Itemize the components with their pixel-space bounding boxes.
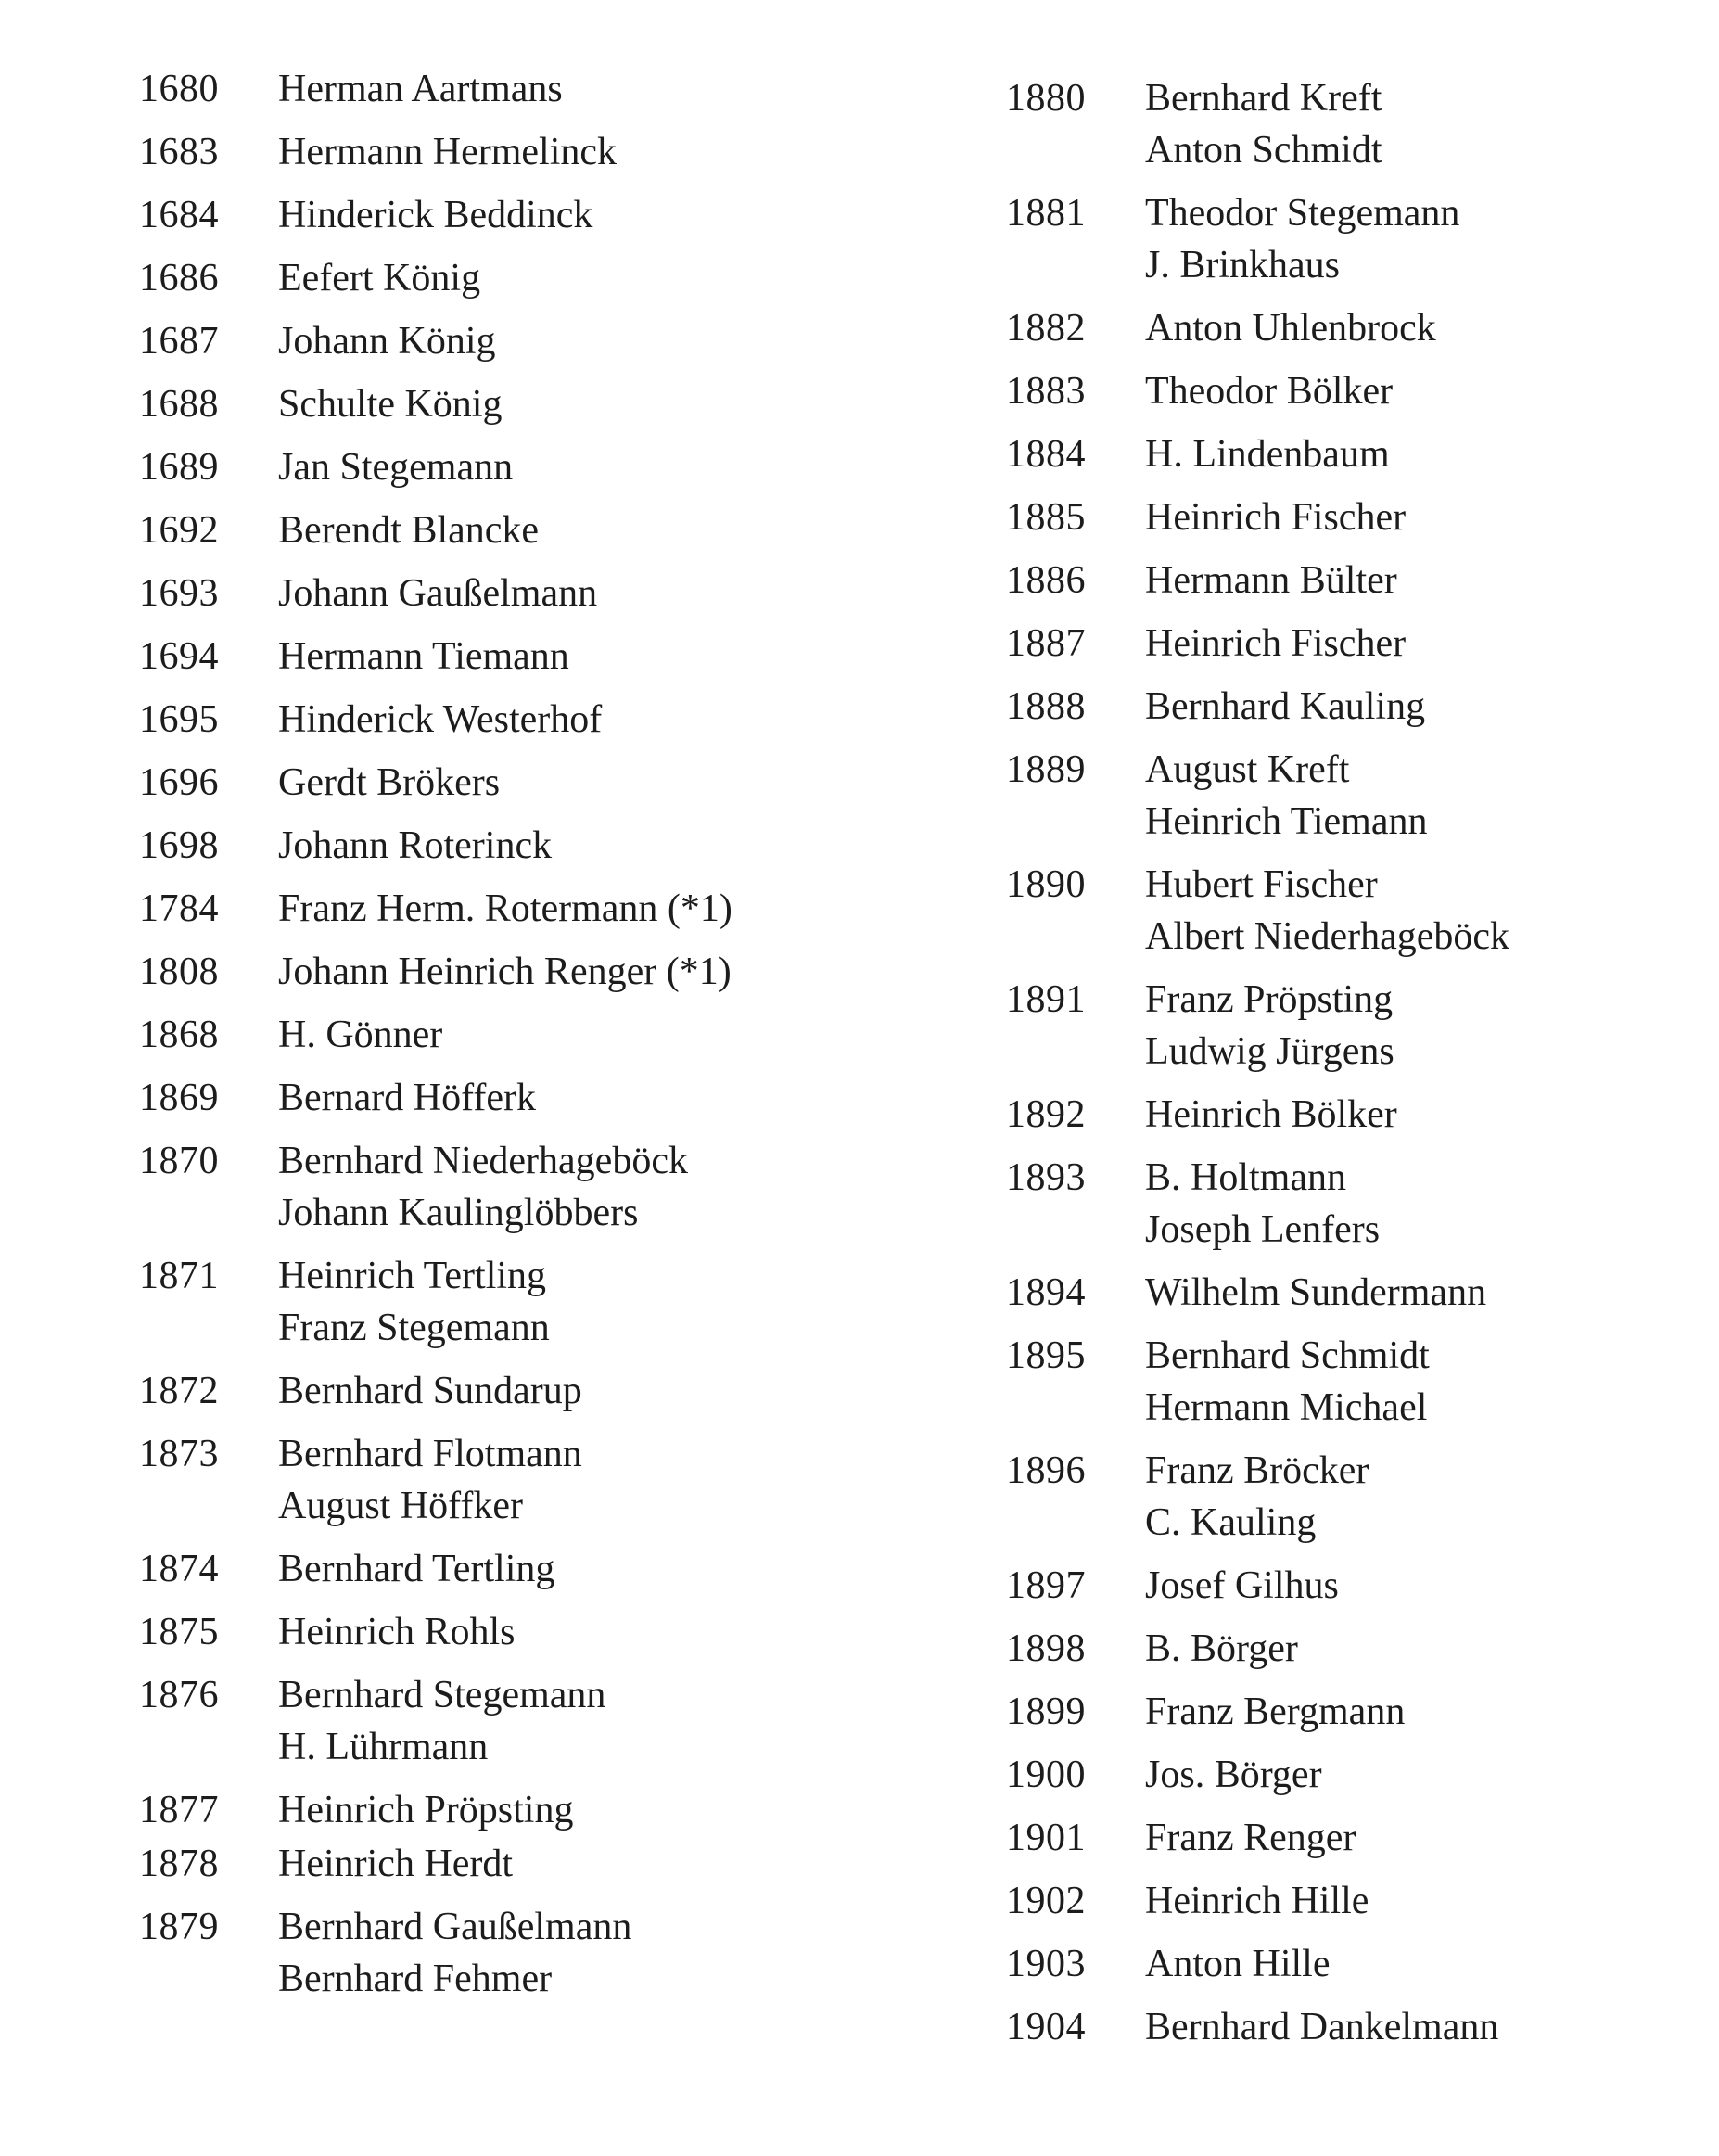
entry-name: Franz Herm. Rotermann (*1) [278, 887, 732, 930]
entry-name: August Höffker [278, 1485, 524, 1527]
entry-name: Bernhard Sundarup [278, 1370, 582, 1412]
entry-name: Heinrich Fischer [1145, 496, 1407, 539]
entry-name: Anton Hille [1145, 1943, 1331, 1985]
entry-names [278, 252, 480, 304]
entry-name: Heinrich Hille [1145, 1880, 1369, 1922]
entry-name: Bernhard Schmidt [1145, 1334, 1430, 1377]
entry-year: 1903 [1006, 1943, 1086, 1985]
entry-year: 1902 [1006, 1880, 1086, 1922]
entry-names [1145, 2001, 1498, 2053]
entry-year: 1884 [1006, 433, 1086, 476]
entry-names [278, 126, 617, 178]
entry-year: 1880 [1006, 77, 1086, 120]
entry-year: 1869 [139, 1077, 219, 1119]
entry-name: J. Brinkhaus [1145, 244, 1340, 287]
entry-name: Heinrich Fischer [1145, 622, 1407, 665]
entry-name: Hermann Bülter [1145, 559, 1397, 602]
entry-name: Theodor Bölker [1145, 370, 1394, 413]
entry-year: 1886 [1006, 559, 1086, 602]
entry-name: Hubert Fischer [1145, 863, 1378, 906]
entry-names [278, 568, 597, 619]
entry-names [278, 1606, 515, 1658]
entry-names [278, 1072, 536, 1124]
entry-names [278, 694, 602, 746]
entry-year: 1893 [1006, 1156, 1086, 1199]
entry-year: 1686 [139, 257, 219, 300]
entry-name: Hermann Michael [1145, 1386, 1428, 1429]
entry-name: Bernard Höfferk [278, 1077, 536, 1119]
entry-names [278, 1365, 582, 1417]
entry-year: 1680 [139, 68, 219, 110]
entry-name: Heinrich Tiemann [1145, 800, 1428, 843]
entry-names [278, 1543, 554, 1595]
entry-name: Franz Stegemann [278, 1307, 550, 1349]
entry-year: 1684 [139, 194, 219, 236]
entry-names [278, 504, 539, 556]
entry-names [1145, 1623, 1298, 1675]
entry-year: 1873 [139, 1433, 219, 1475]
entry-year: 1784 [139, 887, 219, 930]
entry-name: Joseph Lenfers [1145, 1208, 1381, 1251]
entry-year: 1695 [139, 698, 219, 741]
entry-name: Franz Bröcker [1145, 1449, 1369, 1492]
entry-year: 1879 [139, 1906, 219, 1948]
entry-name: Franz Bergmann [1145, 1690, 1406, 1733]
entry-year: 1897 [1006, 1564, 1086, 1607]
entry-name: B. Börger [1145, 1627, 1298, 1670]
entry-name: B. Holtmann [1145, 1156, 1346, 1199]
entry-name: Anton Uhlenbrock [1145, 307, 1436, 350]
entry-year: 1891 [1006, 978, 1086, 1021]
entry-year: 1876 [139, 1674, 219, 1716]
entry-names [278, 1135, 688, 1239]
entry-names [1145, 681, 1425, 733]
entry-name: C. Kauling [1145, 1501, 1317, 1544]
entry-name: Theodor Stegemann [1145, 192, 1460, 235]
entry-year: 1882 [1006, 307, 1086, 350]
entry-names [278, 1784, 573, 1836]
entry-name: Heinrich Rohls [278, 1611, 516, 1653]
entry-name: H. Lindenbaum [1145, 433, 1390, 476]
entry-name: Heinrich Bölker [1145, 1093, 1397, 1136]
entry-name: Hermann Tiemann [278, 635, 569, 678]
entry-names [278, 1009, 442, 1061]
entry-name: Bernhard Niederhageböck [278, 1140, 688, 1182]
entry-names [1145, 1686, 1405, 1738]
entry-names [1145, 1938, 1330, 1990]
entry-name: Hinderick Beddinck [278, 194, 593, 236]
entry-year: 1885 [1006, 496, 1086, 539]
entry-year: 1895 [1006, 1334, 1086, 1377]
entry-name: Gerdt Brökers [278, 761, 501, 804]
entry-year: 1689 [139, 446, 219, 489]
entry-year: 1870 [139, 1140, 219, 1182]
entry-names [1145, 1330, 1430, 1434]
entry-name: Josef Gilhus [1145, 1564, 1339, 1607]
entry-names [278, 757, 500, 809]
entry-name: Bernhard Kreft [1145, 77, 1382, 120]
entry-name: Bernhard Tertling [278, 1548, 555, 1590]
entry-year: 1877 [139, 1789, 219, 1831]
entry-year: 1887 [1006, 622, 1086, 665]
entry-year: 1894 [1006, 1271, 1086, 1314]
entry-year: 1890 [1006, 863, 1086, 906]
entry-year: 1892 [1006, 1093, 1086, 1136]
entry-name: Albert Niederhageböck [1145, 915, 1509, 958]
entry-names [1145, 1749, 1322, 1801]
entry-name: Hinderick Westerhof [278, 698, 603, 741]
entry-name: Heinrich Herdt [278, 1843, 514, 1885]
entry-names [1145, 859, 1509, 963]
entry-names [278, 1250, 550, 1354]
entry-names [278, 631, 569, 683]
entry-year: 1899 [1006, 1690, 1086, 1733]
entry-names [1145, 1152, 1380, 1256]
entry-name: August Kreft [1145, 748, 1350, 791]
entry-name: Johann Heinrich Renger (*1) [278, 950, 732, 993]
entry-names [1145, 1875, 1369, 1927]
entry-name: Johann Kaulinglöbbers [278, 1192, 639, 1234]
entry-names [1145, 1445, 1369, 1549]
entry-year: 1688 [139, 383, 219, 426]
entry-year: 1904 [1006, 2006, 1086, 2048]
entry-year: 1889 [1006, 748, 1086, 791]
entry-names [1145, 555, 1397, 606]
entry-names [278, 1428, 582, 1532]
entry-year: 1808 [139, 950, 219, 993]
entry-names [1145, 428, 1390, 480]
entry-names [1145, 1267, 1486, 1319]
entry-names [278, 946, 732, 998]
entry-name: Bernhard Dankelmann [1145, 2006, 1499, 2048]
entry-names [278, 378, 502, 430]
entry-name: Johann Gaußelmann [278, 572, 598, 615]
entry-year: 1872 [139, 1370, 219, 1412]
entry-year: 1693 [139, 572, 219, 615]
entry-names [278, 1838, 513, 1890]
entry-year: 1687 [139, 320, 219, 363]
entry-year: 1900 [1006, 1754, 1086, 1796]
entry-names [278, 63, 563, 115]
entry-name: Johann König [278, 320, 496, 363]
entry-name: Anton Schmidt [1145, 129, 1382, 172]
entry-year: 1868 [139, 1014, 219, 1056]
entry-names [278, 441, 513, 493]
entry-name: Heinrich Tertling [278, 1255, 547, 1297]
entry-name: Schulte König [278, 383, 503, 426]
entry-names [278, 1901, 631, 2005]
entry-names [1145, 1560, 1339, 1612]
entry-name: Bernhard Flotmann [278, 1433, 582, 1475]
entry-names [1145, 618, 1406, 670]
entry-year: 1881 [1006, 192, 1086, 235]
entry-names [1145, 1089, 1397, 1141]
entry-name: Bernhard Fehmer [278, 1958, 553, 2000]
entry-name: Bernhard Gaußelmann [278, 1906, 632, 1948]
entry-names [1145, 302, 1436, 354]
entry-name: Eefert König [278, 257, 481, 300]
entry-names [278, 820, 552, 872]
entry-names [1145, 72, 1382, 176]
entry-names [278, 883, 732, 935]
entry-name: Bernhard Kauling [1145, 685, 1426, 728]
entry-name: Herman Aartmans [278, 68, 563, 110]
entry-names [278, 189, 592, 241]
entry-name: Jan Stegemann [278, 446, 514, 489]
entry-name: Hermann Hermelinck [278, 131, 618, 173]
entry-name: Bernhard Stegemann [278, 1674, 606, 1716]
entry-name: H. Lührmann [278, 1726, 489, 1768]
entry-name: Wilhelm Sundermann [1145, 1271, 1487, 1314]
entry-names [1145, 744, 1427, 848]
entry-year: 1694 [139, 635, 219, 678]
entry-year: 1896 [1006, 1449, 1086, 1492]
entry-year: 1875 [139, 1611, 219, 1653]
entry-year: 1698 [139, 824, 219, 867]
entry-names [1145, 365, 1393, 417]
entry-names [1145, 491, 1406, 543]
entry-year: 1888 [1006, 685, 1086, 728]
entry-names [278, 315, 496, 367]
entry-names [1145, 187, 1459, 291]
entry-name: Franz Pröpsting [1145, 978, 1394, 1021]
entry-year: 1871 [139, 1255, 219, 1297]
entry-name: Johann Roterinck [278, 824, 553, 867]
entry-name: Berendt Blancke [278, 509, 540, 552]
entry-year: 1692 [139, 509, 219, 552]
entry-year: 1874 [139, 1548, 219, 1590]
entry-name: Jos. Börger [1145, 1754, 1322, 1796]
entry-year: 1898 [1006, 1627, 1086, 1670]
entry-name: Heinrich Pröpsting [278, 1789, 574, 1831]
entry-name: Franz Renger [1145, 1817, 1356, 1859]
entry-names [278, 1669, 605, 1773]
entry-name: H. Gönner [278, 1014, 443, 1056]
entry-names [1145, 974, 1394, 1078]
entry-year: 1883 [1006, 370, 1086, 413]
entry-year: 1696 [139, 761, 219, 804]
entry-year: 1878 [139, 1843, 219, 1885]
entry-name: Ludwig Jürgens [1145, 1030, 1394, 1073]
entry-names [1145, 1812, 1356, 1864]
entry-year: 1683 [139, 131, 219, 173]
entry-year: 1901 [1006, 1817, 1086, 1859]
